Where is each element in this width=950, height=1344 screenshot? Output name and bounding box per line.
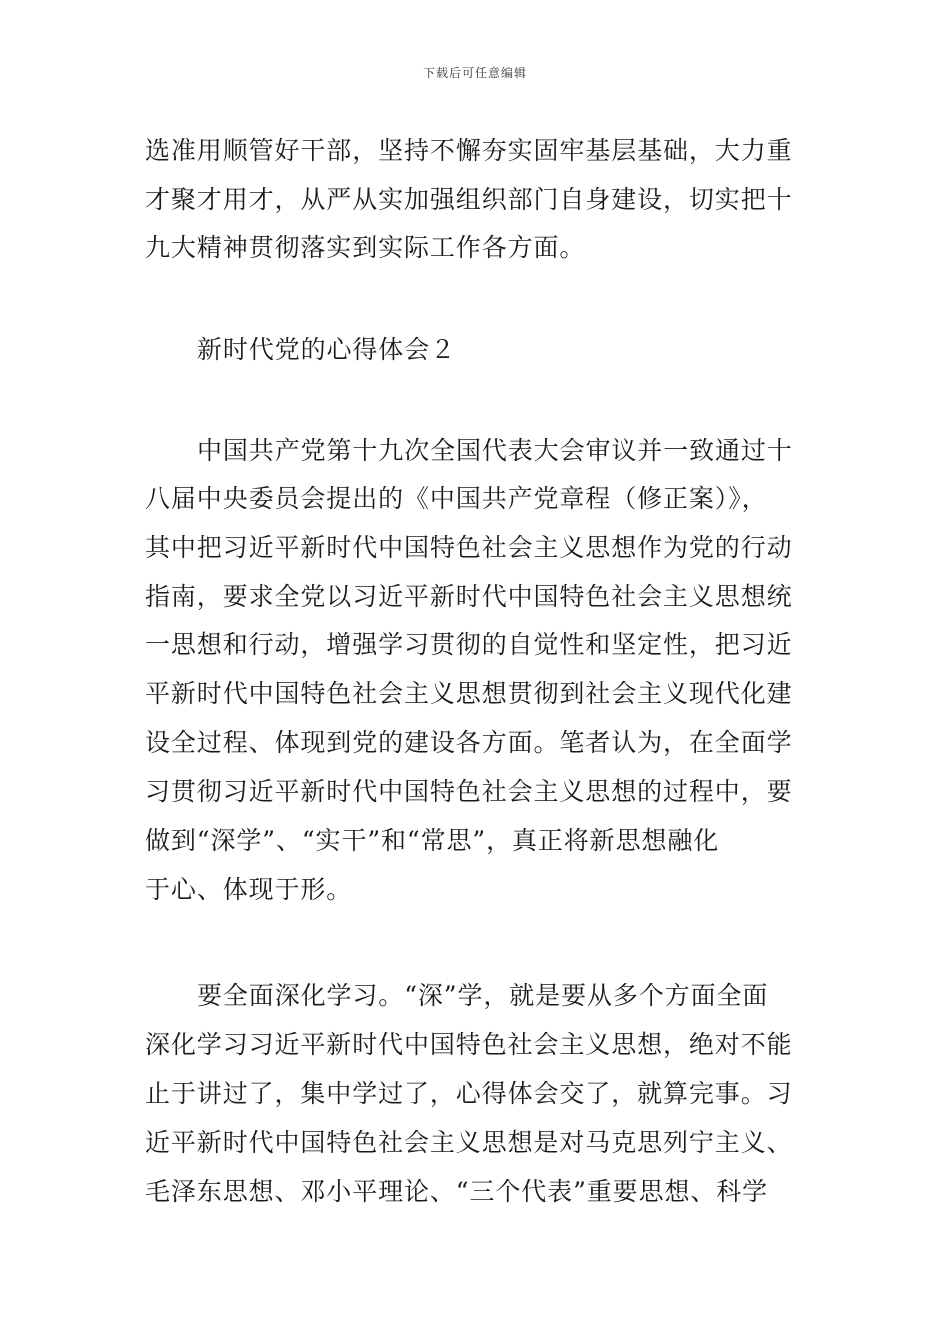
paragraph-3-line-3: 止于讲过了，集中学过了，心得体会交了，就算完事。习	[145, 1079, 793, 1108]
paragraph-2-line-6: 平新时代中国特色社会主义思想贯彻到社会主义现代化建	[145, 679, 793, 708]
paragraph-3-line-4: 近平新时代中国特色社会主义思想是对马克思列宁主义、	[145, 1128, 793, 1157]
paragraph-3-line-1: 要全面深化学习。“深”学，就是要从多个方面全面	[197, 981, 769, 1010]
paragraph-1-line-3: 九大精神贯彻落实到实际工作各方面。	[145, 233, 586, 262]
paragraph-3-line-2: 深化学习习近平新时代中国特色社会主义思想，绝对不能	[145, 1030, 793, 1059]
paragraph-2-line-2: 八届中央委员会提出的《中国共产党章程（修正案）》，	[145, 484, 768, 513]
paragraph-2-line-7: 设全过程、体现到党的建设各方面。笔者认为，在全面学	[145, 728, 793, 757]
section-heading: 新时代党的心得体会２	[197, 335, 457, 364]
paragraph-2-line-8: 习贯彻习近平新时代中国特色社会主义思想的过程中，要	[145, 777, 793, 806]
paragraph-2-line-9: 做到“深学”、“实干”和“常思”，真正将新思想融化	[145, 826, 720, 855]
paragraph-1-line-2: 才聚才用才，从严从实加强组织部门自身建设，切实把十	[145, 185, 793, 214]
paragraph-2-line-4: 指南，要求全党以习近平新时代中国特色社会主义思想统	[145, 582, 793, 611]
paragraph-1-line-1: 选准用顺管好干部，坚持不懈夯实固牢基层基础，大力重	[145, 136, 793, 165]
paragraph-2-line-5: 一思想和行动，增强学习贯彻的自觉性和坚定性，把习近	[145, 630, 793, 659]
paragraph-3-line-5: 毛泽东思想、邓小平理论、“三个代表”重要思想、科学	[145, 1177, 769, 1206]
paragraph-2-line-3: 其中把习近平新时代中国特色社会主义思想作为党的行动	[145, 533, 793, 562]
paragraph-2-line-1: 中国共产党第十九次全国代表大会审议并一致通过十	[197, 436, 793, 465]
page-header: 下载后可任意编辑	[422, 66, 527, 80]
paragraph-2-line-10: 于心、体现于形。	[145, 875, 353, 904]
